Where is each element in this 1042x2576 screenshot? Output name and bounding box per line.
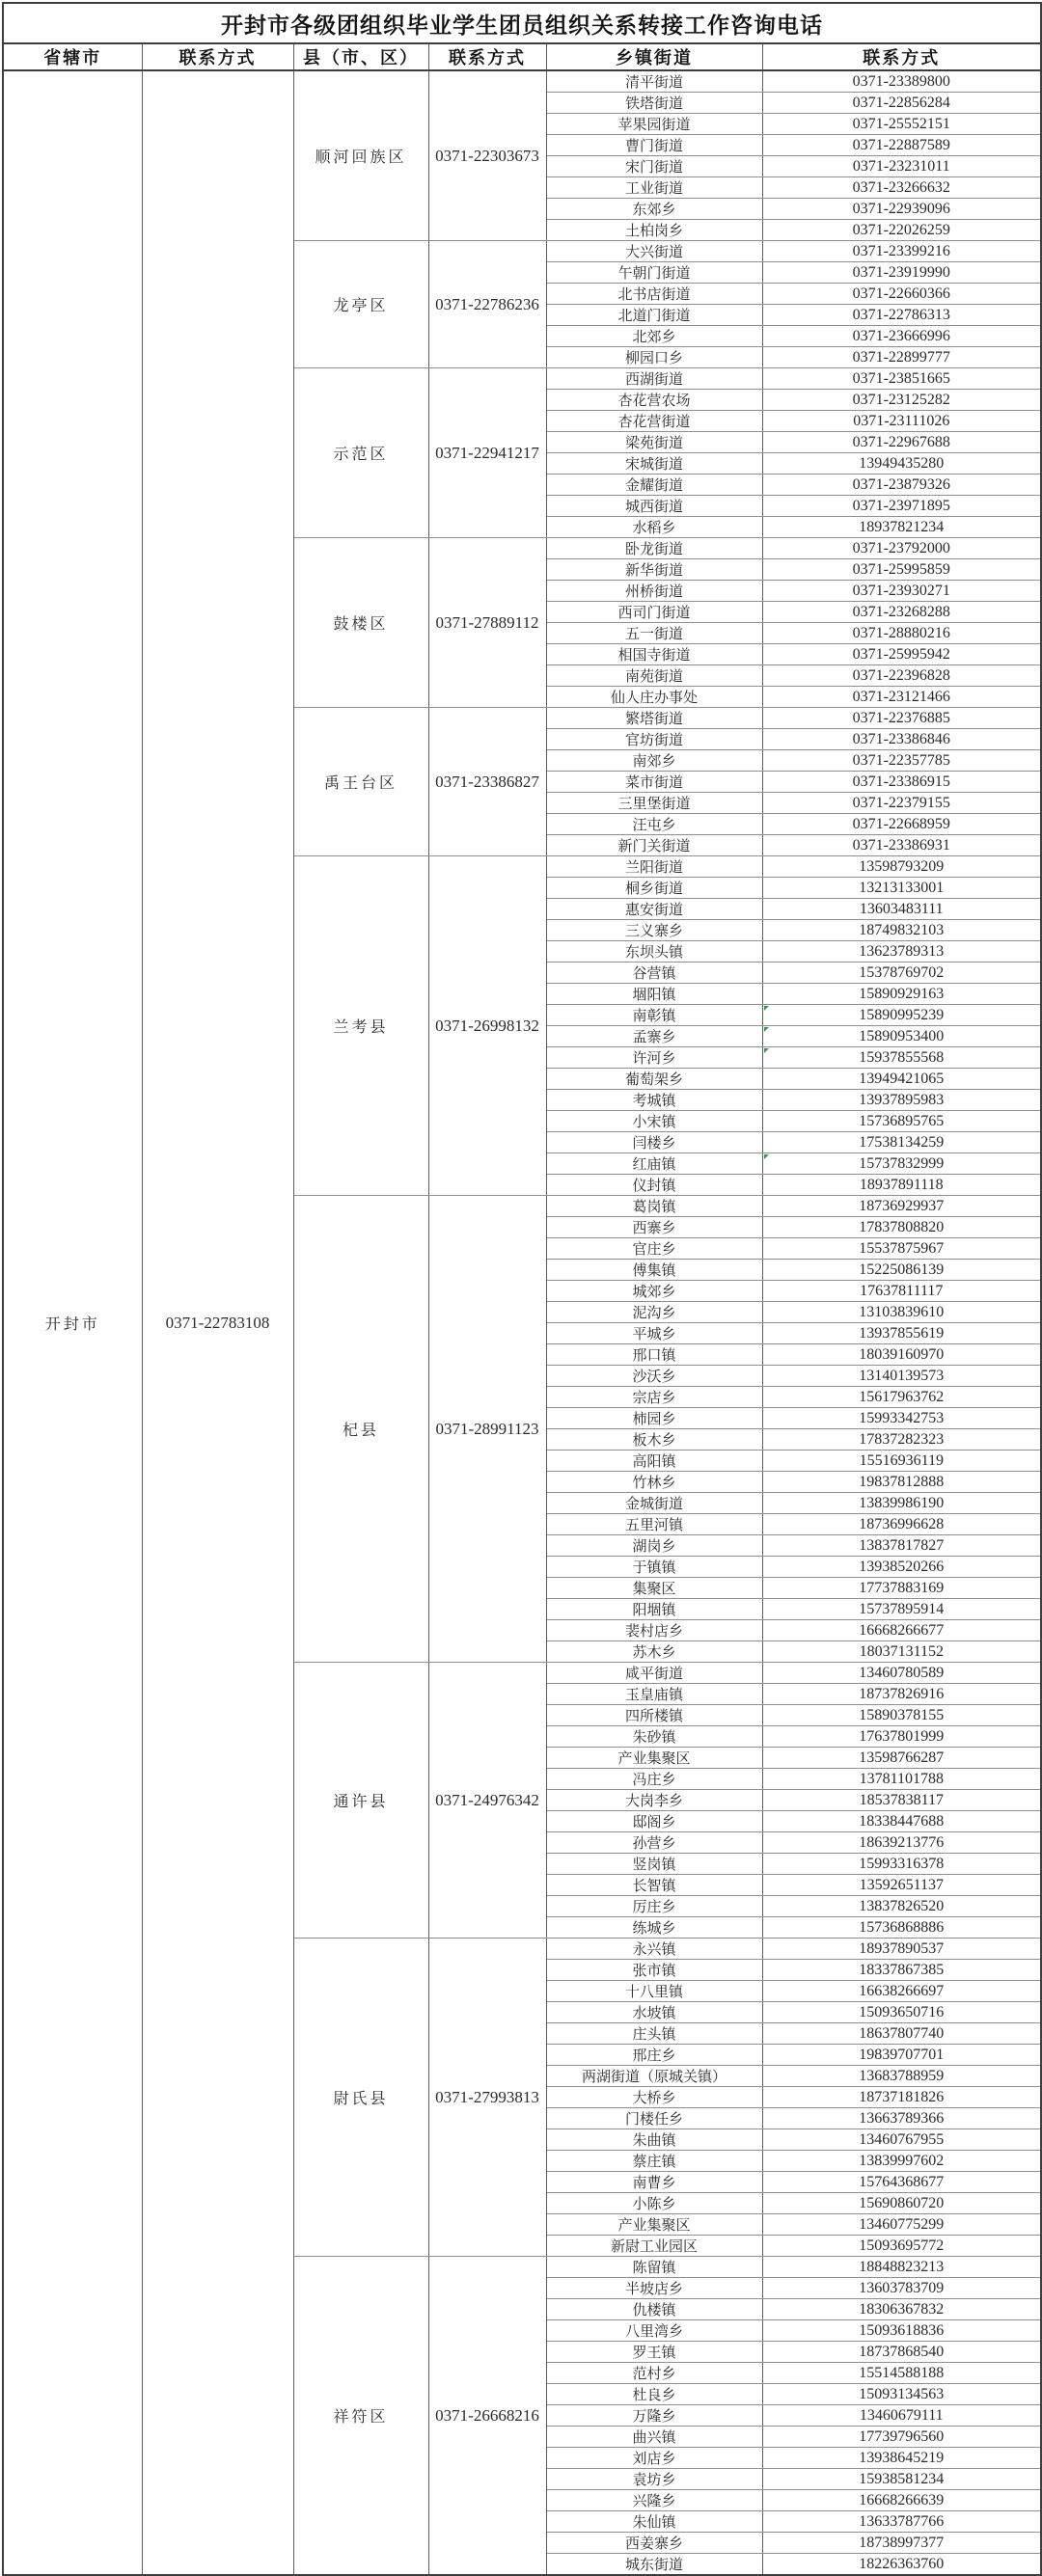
town-phone-cell: 18306367832 bbox=[762, 2299, 1041, 2320]
town-cell: 兴隆乡 bbox=[546, 2490, 762, 2511]
town-phone-cell: 15736868886 bbox=[762, 1917, 1041, 1939]
town-phone-cell: 13633787766 bbox=[762, 2511, 1041, 2533]
town-cell: 南郊乡 bbox=[546, 750, 762, 772]
town-phone-cell: 0371-23386931 bbox=[762, 835, 1041, 856]
town-phone-cell: 13663789366 bbox=[762, 2108, 1041, 2129]
town-phone-cell: 13938520266 bbox=[762, 1557, 1041, 1578]
town-phone-cell: 0371-23111026 bbox=[762, 411, 1041, 432]
town-phone-cell: 0371-22899777 bbox=[762, 347, 1041, 368]
town-cell: 产业集聚区 bbox=[546, 2214, 762, 2236]
page-title: 开封市各级团组织毕业学生团员组织关系转接工作咨询电话 bbox=[3, 3, 1041, 43]
town-cell: 杏花营农场 bbox=[546, 390, 762, 411]
town-cell: 曹门街道 bbox=[546, 135, 762, 156]
district-cell: 示范区 bbox=[293, 368, 428, 538]
district-cell: 杞县 bbox=[293, 1196, 428, 1663]
town-phone-cell: 18737826916 bbox=[762, 1684, 1041, 1705]
town-phone-cell: 15617963762 bbox=[762, 1387, 1041, 1408]
town-cell: 南曹乡 bbox=[546, 2172, 762, 2193]
town-phone-cell: 0371-25552151 bbox=[762, 114, 1041, 135]
town-cell: 苏木乡 bbox=[546, 1641, 762, 1663]
town-phone-cell: 13949421065 bbox=[762, 1069, 1041, 1090]
town-cell: 邢庄乡 bbox=[546, 2045, 762, 2066]
town-cell: 西寨乡 bbox=[546, 1217, 762, 1238]
town-cell: 湖岗乡 bbox=[546, 1535, 762, 1557]
town-cell: 傅集镇 bbox=[546, 1260, 762, 1281]
town-cell: 杏花营街道 bbox=[546, 411, 762, 432]
town-phone-cell: 18637807740 bbox=[762, 2023, 1041, 2045]
town-cell: 张市镇 bbox=[546, 1960, 762, 1981]
town-cell: 卧龙街道 bbox=[546, 538, 762, 559]
col-header-city: 省辖市 bbox=[3, 43, 142, 70]
town-cell: 练城乡 bbox=[546, 1917, 762, 1939]
town-cell: 仇楼镇 bbox=[546, 2299, 762, 2320]
town-cell: 相国寺街道 bbox=[546, 644, 762, 665]
town-cell: 永兴镇 bbox=[546, 1939, 762, 1960]
town-phone-cell: 0371-25995942 bbox=[762, 644, 1041, 665]
town-cell: 蔡庄镇 bbox=[546, 2151, 762, 2172]
town-phone-cell: 15093618836 bbox=[762, 2320, 1041, 2342]
town-phone-cell: 0371-22026259 bbox=[762, 220, 1041, 241]
town-phone-cell: 15514588188 bbox=[762, 2363, 1041, 2384]
town-cell: 工业街道 bbox=[546, 177, 762, 199]
town-phone-cell: 18737868540 bbox=[762, 2342, 1041, 2363]
town-phone-cell: 17837808820 bbox=[762, 1217, 1041, 1238]
town-cell: 竖岗镇 bbox=[546, 1854, 762, 1875]
district-phone-cell: 0371-24976342 bbox=[428, 1663, 546, 1939]
town-cell: 半坡店乡 bbox=[546, 2278, 762, 2299]
town-phone-cell: 0371-22379155 bbox=[762, 793, 1041, 814]
town-phone-cell: 15537875967 bbox=[762, 1238, 1041, 1260]
town-phone-cell: 15737832999 bbox=[762, 1153, 1041, 1175]
district-phone-cell: 0371-22941217 bbox=[428, 368, 546, 538]
town-phone-cell: 13460767955 bbox=[762, 2129, 1041, 2151]
town-phone-cell: 19839707701 bbox=[762, 2045, 1041, 2066]
town-cell: 水稻乡 bbox=[546, 517, 762, 538]
town-phone-cell: 0371-23386915 bbox=[762, 772, 1041, 793]
col-header-town-contact: 联系方式 bbox=[762, 43, 1041, 70]
town-phone-cell: 15938581234 bbox=[762, 2469, 1041, 2490]
town-phone-cell: 18749832103 bbox=[762, 920, 1041, 941]
town-cell: 万隆乡 bbox=[546, 2405, 762, 2427]
town-cell: 北书店街道 bbox=[546, 284, 762, 305]
town-phone-cell: 0371-23121466 bbox=[762, 687, 1041, 708]
town-cell: 大桥乡 bbox=[546, 2087, 762, 2108]
town-phone-cell: 18226363760 bbox=[762, 2554, 1041, 2576]
town-cell: 桐乡街道 bbox=[546, 878, 762, 899]
town-phone-cell: 13839997602 bbox=[762, 2151, 1041, 2172]
town-cell: 泥沟乡 bbox=[546, 1302, 762, 1323]
town-cell: 孙营乡 bbox=[546, 1832, 762, 1854]
town-phone-cell: 0371-22668959 bbox=[762, 814, 1041, 835]
col-header-town: 乡镇街道 bbox=[546, 43, 762, 70]
town-cell: 庄头镇 bbox=[546, 2023, 762, 2045]
town-cell: 宗店乡 bbox=[546, 1387, 762, 1408]
town-cell: 厉庄乡 bbox=[546, 1896, 762, 1917]
town-phone-cell: 13460679111 bbox=[762, 2405, 1041, 2427]
town-cell: 葛岗镇 bbox=[546, 1196, 762, 1217]
town-phone-cell: 18639213776 bbox=[762, 1832, 1041, 1854]
town-cell: 新门关街道 bbox=[546, 835, 762, 856]
town-cell: 宋门街道 bbox=[546, 156, 762, 177]
town-phone-cell: 0371-22376885 bbox=[762, 708, 1041, 729]
town-cell: 刘店乡 bbox=[546, 2448, 762, 2469]
town-phone-cell: 17837282323 bbox=[762, 1429, 1041, 1451]
city-phone-cell: 0371-22783108 bbox=[142, 70, 293, 2575]
town-phone-cell: 19837812888 bbox=[762, 1472, 1041, 1493]
town-cell: 宋城街道 bbox=[546, 453, 762, 475]
town-phone-cell: 15937855568 bbox=[762, 1047, 1041, 1069]
town-phone-cell: 15516936119 bbox=[762, 1451, 1041, 1472]
town-cell: 朱砂镇 bbox=[546, 1726, 762, 1748]
town-cell: 东坝头镇 bbox=[546, 941, 762, 963]
town-phone-cell: 0371-22939096 bbox=[762, 199, 1041, 220]
town-phone-cell: 13839986190 bbox=[762, 1493, 1041, 1514]
town-cell: 集聚区 bbox=[546, 1578, 762, 1599]
town-cell: 城郊乡 bbox=[546, 1281, 762, 1302]
town-phone-cell: 15225086139 bbox=[762, 1260, 1041, 1281]
town-phone-cell: 0371-23399216 bbox=[762, 241, 1041, 262]
town-phone-cell: 15890929163 bbox=[762, 984, 1041, 1005]
col-header-district-contact: 联系方式 bbox=[428, 43, 546, 70]
town-phone-cell: 15993316378 bbox=[762, 1854, 1041, 1875]
town-cell: 北道门街道 bbox=[546, 305, 762, 326]
town-phone-cell: 17737883169 bbox=[762, 1578, 1041, 1599]
town-cell: 北郊乡 bbox=[546, 326, 762, 347]
town-cell: 邢口镇 bbox=[546, 1344, 762, 1366]
town-phone-cell: 18537838117 bbox=[762, 1790, 1041, 1811]
comment-marker-icon bbox=[764, 1048, 769, 1053]
town-cell: 清平街道 bbox=[546, 70, 762, 93]
town-cell: 红庙镇 bbox=[546, 1153, 762, 1175]
town-phone-cell: 13598793209 bbox=[762, 856, 1041, 878]
town-cell: 大岗李乡 bbox=[546, 1790, 762, 1811]
town-cell: 三里堡街道 bbox=[546, 793, 762, 814]
town-cell: 杜良乡 bbox=[546, 2384, 762, 2405]
town-phone-cell: 17538134259 bbox=[762, 1132, 1041, 1153]
town-phone-cell: 13592651137 bbox=[762, 1875, 1041, 1896]
town-cell: 谷营镇 bbox=[546, 963, 762, 984]
title-row bbox=[3, 3, 1041, 43]
town-phone-cell: 15093134563 bbox=[762, 2384, 1041, 2405]
town-cell: 朱仙镇 bbox=[546, 2511, 762, 2533]
town-phone-cell: 0371-23266632 bbox=[762, 177, 1041, 199]
col-header-district: 县（市、区） bbox=[293, 43, 428, 70]
district-phone-cell: 0371-26668216 bbox=[428, 2257, 546, 2576]
town-cell: 五一街道 bbox=[546, 623, 762, 644]
town-cell: 东郊乡 bbox=[546, 199, 762, 220]
town-phone-cell: 0371-23666996 bbox=[762, 326, 1041, 347]
town-cell: 苹果园街道 bbox=[546, 114, 762, 135]
col-header-city-contact: 联系方式 bbox=[142, 43, 293, 70]
town-cell: 闫楼乡 bbox=[546, 1132, 762, 1153]
town-cell: 考城镇 bbox=[546, 1090, 762, 1111]
town-phone-cell: 0371-22357785 bbox=[762, 750, 1041, 772]
town-phone-cell: 13781101788 bbox=[762, 1769, 1041, 1790]
town-cell: 菜市街道 bbox=[546, 772, 762, 793]
city-cell: 开封市 bbox=[3, 70, 142, 2575]
town-cell: 竹林乡 bbox=[546, 1472, 762, 1493]
town-phone-cell: 13460775299 bbox=[762, 2214, 1041, 2236]
table-row bbox=[3, 70, 1041, 93]
town-phone-cell: 0371-25995859 bbox=[762, 559, 1041, 581]
town-cell: 大兴街道 bbox=[546, 241, 762, 262]
district-phone-cell: 0371-22786236 bbox=[428, 241, 546, 368]
district-cell: 兰考县 bbox=[293, 856, 428, 1196]
town-cell: 堌阳镇 bbox=[546, 984, 762, 1005]
town-cell: 沙沃乡 bbox=[546, 1366, 762, 1387]
town-phone-cell: 13937895983 bbox=[762, 1090, 1041, 1111]
town-phone-cell: 0371-23879326 bbox=[762, 475, 1041, 496]
town-cell: 午朝门街道 bbox=[546, 262, 762, 284]
town-phone-cell: 0371-23930271 bbox=[762, 581, 1041, 602]
town-phone-cell: 18736929937 bbox=[762, 1196, 1041, 1217]
town-phone-cell: 13598766287 bbox=[762, 1748, 1041, 1769]
town-phone-cell: 0371-28880216 bbox=[762, 623, 1041, 644]
district-phone-cell: 0371-26998132 bbox=[428, 856, 546, 1196]
town-phone-cell: 13949435280 bbox=[762, 453, 1041, 475]
district-cell: 尉氏县 bbox=[293, 1939, 428, 2257]
town-cell: 冯庄乡 bbox=[546, 1769, 762, 1790]
town-phone-cell: 13623789313 bbox=[762, 941, 1041, 963]
town-cell: 繁塔街道 bbox=[546, 708, 762, 729]
town-phone-cell: 15890378155 bbox=[762, 1705, 1041, 1726]
district-cell: 禹王台区 bbox=[293, 708, 428, 856]
town-cell: 汪屯乡 bbox=[546, 814, 762, 835]
town-phone-cell: 18848823213 bbox=[762, 2257, 1041, 2278]
town-cell: 金城街道 bbox=[546, 1493, 762, 1514]
district-phone-cell: 0371-27993813 bbox=[428, 1939, 546, 2257]
town-cell: 铁塔街道 bbox=[546, 93, 762, 114]
town-cell: 南苑街道 bbox=[546, 665, 762, 687]
town-phone-cell: 16638266697 bbox=[762, 1981, 1041, 2002]
town-phone-cell: 17637801999 bbox=[762, 1726, 1041, 1748]
town-phone-cell: 13938645219 bbox=[762, 2448, 1041, 2469]
town-cell: 城西街道 bbox=[546, 496, 762, 517]
town-phone-cell: 15736895765 bbox=[762, 1111, 1041, 1132]
district-cell: 鼓楼区 bbox=[293, 538, 428, 708]
town-cell: 土柏岗乡 bbox=[546, 220, 762, 241]
town-cell: 五里河镇 bbox=[546, 1514, 762, 1535]
town-cell: 范村乡 bbox=[546, 2363, 762, 2384]
town-phone-cell: 15993342753 bbox=[762, 1408, 1041, 1429]
town-cell: 柿园乡 bbox=[546, 1408, 762, 1429]
district-cell: 祥符区 bbox=[293, 2257, 428, 2576]
town-cell: 门楼任乡 bbox=[546, 2108, 762, 2129]
town-cell: 曲兴镇 bbox=[546, 2427, 762, 2448]
town-phone-cell: 13603483111 bbox=[762, 899, 1041, 920]
district-cell: 顺河回族区 bbox=[293, 70, 428, 241]
town-phone-cell: 17739796560 bbox=[762, 2427, 1041, 2448]
district-phone-cell: 0371-28991123 bbox=[428, 1196, 546, 1663]
town-phone-cell: 18736996628 bbox=[762, 1514, 1041, 1535]
town-cell: 城东街道 bbox=[546, 2554, 762, 2576]
town-cell: 惠安街道 bbox=[546, 899, 762, 920]
town-phone-cell: 18737181826 bbox=[762, 2087, 1041, 2108]
town-phone-cell: 0371-22786313 bbox=[762, 305, 1041, 326]
town-cell: 两湖街道（原城关镇） bbox=[546, 2066, 762, 2087]
town-cell: 官坊街道 bbox=[546, 729, 762, 750]
town-cell: 西司门街道 bbox=[546, 602, 762, 623]
header-row bbox=[3, 43, 1041, 70]
town-phone-cell: 0371-23919990 bbox=[762, 262, 1041, 284]
town-cell: 新华街道 bbox=[546, 559, 762, 581]
town-phone-cell: 18937821234 bbox=[762, 517, 1041, 538]
town-cell: 兰阳街道 bbox=[546, 856, 762, 878]
town-cell: 西姜寨乡 bbox=[546, 2533, 762, 2554]
town-cell: 仪封镇 bbox=[546, 1175, 762, 1196]
contact-table bbox=[2, 2, 1042, 2576]
town-phone-cell: 18037131152 bbox=[762, 1641, 1041, 1663]
town-phone-cell: 15690860720 bbox=[762, 2193, 1041, 2214]
town-cell: 南彰镇 bbox=[546, 1005, 762, 1026]
town-phone-cell: 18937891118 bbox=[762, 1175, 1041, 1196]
town-cell: 四所楼镇 bbox=[546, 1705, 762, 1726]
town-phone-cell: 13140139573 bbox=[762, 1366, 1041, 1387]
town-cell: 水坡镇 bbox=[546, 2002, 762, 2023]
town-phone-cell: 13460780589 bbox=[762, 1663, 1041, 1684]
town-phone-cell: 15890953400 bbox=[762, 1026, 1041, 1047]
town-cell: 咸平街道 bbox=[546, 1663, 762, 1684]
town-cell: 朱曲镇 bbox=[546, 2129, 762, 2151]
town-cell: 柳园口乡 bbox=[546, 347, 762, 368]
town-cell: 产业集聚区 bbox=[546, 1748, 762, 1769]
town-cell: 玉皇庙镇 bbox=[546, 1684, 762, 1705]
town-phone-cell: 18738997377 bbox=[762, 2533, 1041, 2554]
town-phone-cell: 0371-23231011 bbox=[762, 156, 1041, 177]
district-cell: 通许县 bbox=[293, 1663, 428, 1939]
comment-marker-icon bbox=[764, 1027, 769, 1032]
comment-marker-icon bbox=[764, 1154, 769, 1159]
town-cell: 新尉工业园区 bbox=[546, 2236, 762, 2257]
town-phone-cell: 13603783709 bbox=[762, 2278, 1041, 2299]
town-cell: 梁苑街道 bbox=[546, 432, 762, 453]
town-phone-cell: 0371-22887589 bbox=[762, 135, 1041, 156]
town-phone-cell: 13103839610 bbox=[762, 1302, 1041, 1323]
town-cell: 高阳镇 bbox=[546, 1451, 762, 1472]
town-cell: 葡萄架乡 bbox=[546, 1069, 762, 1090]
town-phone-cell: 13213133001 bbox=[762, 878, 1041, 899]
town-phone-cell: 15737895914 bbox=[762, 1599, 1041, 1620]
town-cell: 许河乡 bbox=[546, 1047, 762, 1069]
town-phone-cell: 13683788959 bbox=[762, 2066, 1041, 2087]
town-phone-cell: 0371-22396828 bbox=[762, 665, 1041, 687]
town-phone-cell: 15093695772 bbox=[762, 2236, 1041, 2257]
town-cell: 裴村店乡 bbox=[546, 1620, 762, 1641]
town-cell: 平城乡 bbox=[546, 1323, 762, 1344]
town-phone-cell: 0371-23792000 bbox=[762, 538, 1041, 559]
town-phone-cell: 0371-23851665 bbox=[762, 368, 1041, 390]
town-phone-cell: 18039160970 bbox=[762, 1344, 1041, 1366]
town-phone-cell: 0371-22967688 bbox=[762, 432, 1041, 453]
town-cell: 陈留镇 bbox=[546, 2257, 762, 2278]
town-phone-cell: 15890995239 bbox=[762, 1005, 1041, 1026]
district-phone-cell: 0371-22303673 bbox=[428, 70, 546, 241]
town-cell: 小宋镇 bbox=[546, 1111, 762, 1132]
town-phone-cell: 0371-23125282 bbox=[762, 390, 1041, 411]
town-cell: 西湖街道 bbox=[546, 368, 762, 390]
town-cell: 板木乡 bbox=[546, 1429, 762, 1451]
town-phone-cell: 18338447688 bbox=[762, 1811, 1041, 1832]
town-phone-cell: 13937855619 bbox=[762, 1323, 1041, 1344]
district-cell: 龙亭区 bbox=[293, 241, 428, 368]
town-cell: 袁坊乡 bbox=[546, 2469, 762, 2490]
town-cell: 仙人庄办事处 bbox=[546, 687, 762, 708]
town-phone-cell: 0371-23971895 bbox=[762, 496, 1041, 517]
town-phone-cell: 15378769702 bbox=[762, 963, 1041, 984]
town-cell: 罗王镇 bbox=[546, 2342, 762, 2363]
town-phone-cell: 0371-22660366 bbox=[762, 284, 1041, 305]
town-cell: 小陈乡 bbox=[546, 2193, 762, 2214]
town-phone-cell: 0371-23268288 bbox=[762, 602, 1041, 623]
town-phone-cell: 13837817827 bbox=[762, 1535, 1041, 1557]
district-phone-cell: 0371-23386827 bbox=[428, 708, 546, 856]
comment-marker-icon bbox=[764, 1006, 769, 1011]
town-cell: 长智镇 bbox=[546, 1875, 762, 1896]
town-cell: 金耀街道 bbox=[546, 475, 762, 496]
town-phone-cell: 0371-22856284 bbox=[762, 93, 1041, 114]
town-phone-cell: 16668266639 bbox=[762, 2490, 1041, 2511]
town-cell: 十八里镇 bbox=[546, 1981, 762, 2002]
town-phone-cell: 18337867385 bbox=[762, 1960, 1041, 1981]
town-phone-cell: 15093650716 bbox=[762, 2002, 1041, 2023]
town-cell: 于镇镇 bbox=[546, 1557, 762, 1578]
town-cell: 八里湾乡 bbox=[546, 2320, 762, 2342]
district-phone-cell: 0371-27889112 bbox=[428, 538, 546, 708]
town-cell: 孟寨乡 bbox=[546, 1026, 762, 1047]
town-cell: 官庄乡 bbox=[546, 1238, 762, 1260]
town-phone-cell: 0371-23389800 bbox=[762, 70, 1041, 93]
town-phone-cell: 18937890537 bbox=[762, 1939, 1041, 1960]
town-phone-cell: 17637811117 bbox=[762, 1281, 1041, 1302]
town-phone-cell: 16668266677 bbox=[762, 1620, 1041, 1641]
town-phone-cell: 15764368677 bbox=[762, 2172, 1041, 2193]
town-phone-cell: 13837826520 bbox=[762, 1896, 1041, 1917]
town-cell: 州桥街道 bbox=[546, 581, 762, 602]
town-cell: 邸阁乡 bbox=[546, 1811, 762, 1832]
town-phone-cell: 0371-23386846 bbox=[762, 729, 1041, 750]
town-cell: 三义寨乡 bbox=[546, 920, 762, 941]
town-cell: 阳堌镇 bbox=[546, 1599, 762, 1620]
